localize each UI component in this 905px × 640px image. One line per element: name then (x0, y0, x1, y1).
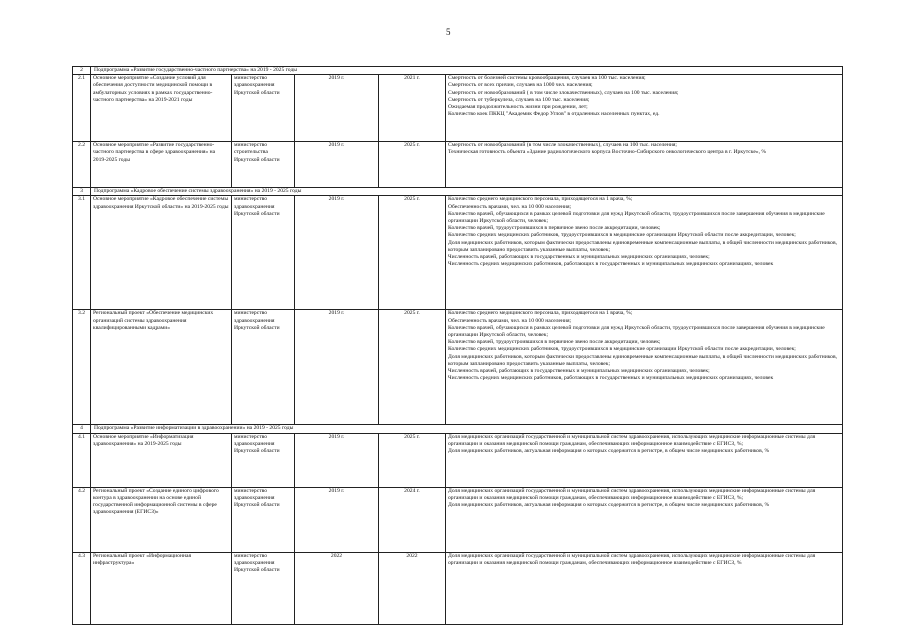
indicator-item: Численность врачей, работающих в государственных и муниципальных медицинских организациях, человек; (448, 254, 710, 261)
indicator-item: Количество коек ПККЦ "Академик Федор Углов" в отдаленных населенных пунктах, ед. (448, 111, 660, 118)
item-indicators (446, 196, 843, 310)
indicator-item: Доля медицинских работников, которым фактически предоставлены единовременные компенсационные выплаты, в общей численности медицинских работников, которым запланировано предоставить указанные выплаты, человек; (448, 353, 837, 367)
section-number: 2 (73, 67, 91, 75)
indicator-item: Численность средних медицинских работников, работающих в государственных и муниципальных медицинских организациях, человек (448, 261, 774, 268)
item-number: 4.3 (73, 552, 91, 624)
indicator-item: Количество средних медицинских работников, трудоустроившихся в медицинские организации Иркутской области после аккредитации, человек; (448, 346, 796, 353)
item-name: Региональный проект «Информационная инфраструктура» (91, 552, 232, 624)
item-executor: министерство строительства Иркутской области (232, 142, 295, 188)
indicator-item: Доля медицинских организаций государственной и муниципальной систем здравоохранения, использующих медицинские информационные системы для организации и оказания медицинской помощи гражданам, обеспечивающих информационное взаимодействие с ЕГИСЗ, %; (448, 487, 816, 501)
item-start-year: 2019 г. (295, 433, 379, 487)
item-indicators (446, 552, 843, 624)
indicator-item: Доля медицинских организаций государственной и муниципальной систем здравоохранения, использующих медицинские информационные системы для организации и оказания медицинской помощи гражданам, обеспечивающих информационное взаимодействие с ЕГИСЗ, %; (448, 433, 816, 447)
item-executor: министерство здравоохранения Иркутской области (232, 75, 295, 142)
indicator-item: Доля медицинских работников, которым фактически предоставлены единовременные компенсационные выплаты, в общей численности медицинских работников, которым запланировано предоставить указанные выплаты, человек; (448, 239, 837, 253)
item-start-year: 2019 г. (295, 310, 379, 425)
section-title: Подпрограмма «Кадровое обеспечение системы здравоохранения» на 2019 - 2025 годы (91, 188, 843, 196)
item-executor: министерство здравоохранения Иркутской области (232, 487, 295, 552)
indicator-item: Техническая готовность объекта «Здание радиологического корпуса Восточно-Сибирского онкологического центра в г. Иркутске», % (448, 149, 767, 156)
indicator-item: Количество врачей, обучающихся в рамках целевой подготовки для нужд Иркутской области, трудоустроившихся после завершения обучения в медицинские организации Иркутской области, человек; (448, 210, 825, 225)
item-end-year: 2025 г. (379, 433, 446, 487)
table-row (73, 552, 843, 624)
section-row (73, 188, 843, 196)
table-row (73, 487, 843, 552)
section-number: 4 (73, 425, 91, 433)
indicator-item: Обеспеченность врачами, чел. на 10 000 населения; (448, 317, 572, 324)
item-end-year: 2025 г. (379, 142, 446, 188)
item-end-year: 2025 г. (379, 310, 446, 425)
item-start-year: 2019 г. (295, 196, 379, 310)
table-body (73, 67, 843, 625)
item-start-year: 2019 г. (295, 75, 379, 142)
program-table (72, 66, 843, 625)
item-number: 2.2 (73, 142, 91, 188)
indicator-item: Доля медицинских организаций государственной и муниципальной систем здравоохранения, использующих медицинские информационные системы для организации и оказания медицинской помощи гражданам, обеспечивающих информационное взаимодействие с ЕГИСЗ, % (448, 552, 816, 566)
indicator-item: Смертность от болезней системы кровообращения, случаев на 100 тыс. населения; (448, 75, 646, 82)
item-start-year: 2022 (295, 552, 379, 624)
item-number: 3.1 (73, 196, 91, 310)
item-name: Основное мероприятие «Создание условий для обеспечения доступности медицинской помощи в амбулаторных условиях в рамках государственно-частного партнерства» на 2019-2021 годы (91, 75, 232, 142)
item-end-year: 2024 г. (379, 487, 446, 552)
indicator-item: Смертность от всех причин, случаев на 1000 чел. населения; (448, 82, 593, 89)
indicator-item: Доля медицинских работников, актуальная информация о которых содержится в регистре, в общем числе медицинских работников, % (448, 502, 770, 509)
indicator-item: Численность врачей, работающих в государственных и муниципальных медицинских организациях, человек; (448, 368, 710, 375)
section-row (73, 425, 843, 433)
item-end-year: 2025 г. (379, 196, 446, 310)
item-number: 4.2 (73, 487, 91, 552)
section-number: 3 (73, 188, 91, 196)
indicator-item: Численность средних медицинских работников, работающих в государственных и муниципальных медицинских организациях, человек (448, 375, 774, 382)
table-row (73, 142, 843, 188)
item-number: 3.2 (73, 310, 91, 425)
indicator-item: Ожидаемая продолжительность жизни при рождении, лет; (448, 104, 588, 111)
item-end-year: 2022 (379, 552, 446, 624)
item-end-year: 2021 г. (379, 75, 446, 142)
indicator-item: Количество врачей, трудоустроившихся в первичное звено после аккредитации, человек; (448, 339, 661, 346)
section-row (73, 67, 843, 75)
page-number: 5 (446, 27, 451, 37)
table-row (73, 75, 843, 142)
indicator-item: Обеспеченность врачами, чел. на 10 000 населения; (448, 203, 572, 210)
item-name: Региональный проект «Обеспечение медицинских организаций системы здравоохранения квалифицированными кадрами» (91, 310, 232, 425)
item-executor: министерство здравоохранения Иркутской области (232, 196, 295, 310)
item-name: Основное мероприятие «Развитие государственно-частного партнерства в сфере здравоохранения» на 2019-2025 годы (91, 142, 232, 188)
table-row (73, 196, 843, 310)
item-number: 4.1 (73, 433, 91, 487)
indicator-item: Смертность от новообразований (в том числе злокачественных), случаев на 100 тыс. населения; (448, 142, 677, 149)
indicator-item: Доля медицинских работников, актуальная информация о которых содержится в регистре, в общем числе медицинских работников, % (448, 448, 770, 455)
item-name: Основное мероприятие «Информатизация здравоохранения» на 2019-2025 годы (91, 433, 232, 487)
item-name: Региональный проект «Создание единого цифрового контура в здравоохранении на основе единой государственной информационной системы в сфере здравоохранения (ЕГИСЗ)» (91, 487, 232, 552)
table-row (73, 310, 843, 425)
indicator-item: Смертность от туберкулеза, случаев на 100 тыс. населения; (448, 96, 590, 103)
section-title: Подпрограмма «Развитие информатизации в здравоохранении» на 2019 - 2025 годы (91, 425, 843, 433)
table-row (73, 433, 843, 487)
item-name: Основное мероприятие «Кадровое обеспечение системы здравоохранения Иркутской области» на 2019-2025 годы (91, 196, 232, 310)
item-indicators (446, 310, 843, 425)
item-indicators (446, 75, 843, 142)
item-indicators (446, 433, 843, 487)
indicator-item: Количество средних медицинских работников, трудоустроившихся в медицинские организации Иркутской области после аккредитации, человек; (448, 232, 796, 239)
item-executor: министерство здравоохранения Иркутской области (232, 433, 295, 487)
item-executor: министерство здравоохранения Иркутской области (232, 552, 295, 624)
section-title: Подпрограмма «Развитие государственно-частного партнерства» на 2019 - 2025 годы (91, 67, 843, 75)
indicator-item: Количество среднего медицинского персонала, приходящегося на 1 врача, %; (448, 196, 633, 203)
item-indicators (446, 142, 843, 188)
item-start-year: 2019 г. (295, 142, 379, 188)
item-number: 2.1 (73, 75, 91, 142)
item-indicators (446, 487, 843, 552)
item-executor: министерство здравоохранения Иркутской области (232, 310, 295, 425)
indicator-item: Количество среднего медицинского персонала, приходящегося на 1 врача, %; (448, 310, 633, 317)
indicator-item: Количество врачей, трудоустроившихся в первичное звено после аккредитации, человек; (448, 225, 661, 232)
indicator-item: Количество врачей, обучающихся в рамках целевой подготовки для нужд Иркутской области, трудоустроившихся после завершения обучения в медицинские организации Иркутской области, человек; (448, 324, 825, 339)
item-start-year: 2019 г. (295, 487, 379, 552)
indicator-item: Смертность от новообразований ( в том числе злокачественных), случаев на 100 тыс. населения; (448, 89, 679, 96)
